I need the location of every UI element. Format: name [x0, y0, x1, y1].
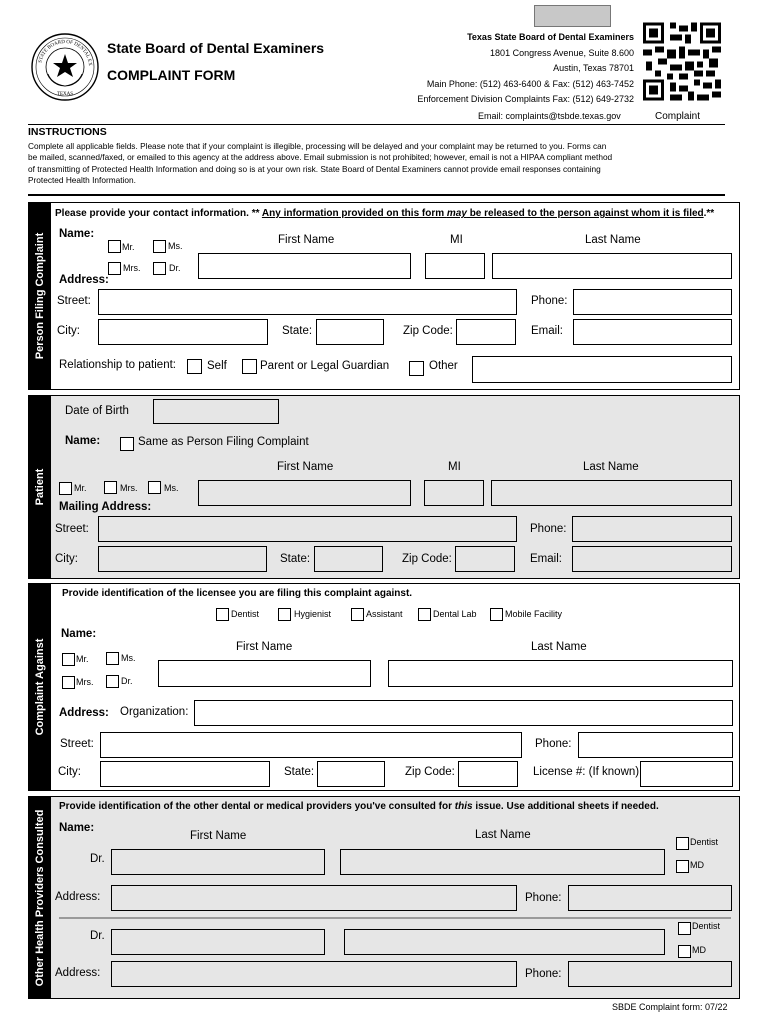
patient-ms-checkbox[interactable] — [148, 481, 161, 494]
tab-label: Other Health Providers Consulted — [34, 809, 46, 986]
patient-last-name-label: Last Name — [583, 461, 639, 473]
city-field[interactable] — [98, 319, 268, 345]
provider1-address-label: Address: — [55, 891, 101, 903]
tab-other-providers — [29, 797, 51, 998]
against-zip-field[interactable] — [458, 761, 518, 787]
against-city-field[interactable] — [100, 761, 270, 787]
type-mobile-facility-checkbox[interactable] — [490, 608, 503, 621]
same-as-checkbox[interactable] — [120, 437, 134, 451]
organization-field[interactable] — [194, 700, 733, 726]
provider2-phone-field[interactable] — [568, 961, 732, 987]
against-phone-label: Phone: — [535, 738, 572, 750]
dob-field[interactable] — [153, 399, 279, 424]
state-seal — [30, 32, 100, 102]
patient-mi-label: MI — [448, 461, 461, 473]
city-label: City: — [57, 325, 80, 337]
dentist-label: Dentist — [692, 921, 721, 931]
provider1-phone-label: Phone: — [525, 892, 562, 904]
patient-state-label: State: — [280, 553, 311, 565]
email-line[interactable]: Email: complaints@tsbde.texas.gov — [478, 111, 621, 121]
md-label: MD — [690, 860, 704, 870]
provider2-address-field[interactable] — [111, 961, 517, 987]
title-label: Mr. — [76, 654, 89, 664]
rel-guardian-checkbox[interactable] — [242, 359, 257, 374]
header-rule — [28, 124, 725, 125]
provider2-phone-label: Phone: — [525, 968, 562, 980]
tab-complaint-against — [29, 584, 51, 790]
patient-last-name-field[interactable] — [491, 480, 732, 506]
title-label: Mrs. — [76, 677, 94, 687]
type-assistant-checkbox[interactable] — [351, 608, 364, 621]
instructions-rule — [28, 194, 725, 196]
provider1-last-name-field[interactable] — [340, 849, 665, 875]
email-label: Email: — [531, 325, 563, 337]
patient-street-field[interactable] — [98, 516, 517, 542]
type-dentist-checkbox[interactable] — [216, 608, 229, 621]
patient-first-name-field[interactable] — [198, 480, 411, 506]
provider2-first-name-field[interactable] — [111, 929, 325, 955]
address-line: Austin, Texas 78701 — [553, 63, 634, 74]
title-label: Mrs. — [123, 263, 141, 273]
instructions-heading: INSTRUCTIONS — [28, 126, 107, 138]
type-label: Mobile Facility — [505, 609, 563, 619]
against-dr-checkbox[interactable] — [106, 675, 119, 688]
rel-self-checkbox[interactable] — [187, 359, 202, 374]
organization-label: Organization: — [120, 706, 189, 718]
title-label: Mrs. — [120, 483, 138, 493]
type-label: Assistant — [366, 609, 403, 619]
heading-this: this — [454, 801, 473, 812]
title-label: Mr. — [122, 242, 135, 252]
provider2-md-checkbox[interactable] — [678, 945, 691, 958]
title-dr-checkbox[interactable] — [153, 262, 166, 275]
provider1-phone-field[interactable] — [568, 885, 732, 911]
street-label: Street: — [57, 295, 91, 307]
patient-phone-field[interactable] — [572, 516, 732, 542]
patient-phone-label: Phone: — [530, 523, 567, 535]
seal-text-bottom: TEXAS — [56, 92, 74, 97]
instructions-text — [28, 141, 740, 186]
provider1-address-field[interactable] — [111, 885, 517, 911]
rel-other-field[interactable] — [472, 356, 732, 383]
title-label: Ms. — [164, 483, 179, 493]
dob-label: Date of Birth — [65, 405, 129, 417]
provider1-dentist-checkbox[interactable] — [676, 837, 689, 850]
title-mr-checkbox[interactable] — [108, 240, 121, 253]
instruction-line: of transmitting of Protected Health Information and doing so is at your own risk. State Board of Dental Examiners cannot provide email responses containing — [28, 163, 601, 174]
first-name-label: First Name — [278, 234, 335, 246]
mailing-label: Mailing Address: — [59, 501, 152, 513]
against-city-label: City: — [58, 766, 81, 778]
provider-divider — [59, 917, 731, 919]
state-label: State: — [282, 325, 313, 337]
against-heading: Provide identification of the licensee you are filing this complaint against. — [62, 588, 413, 599]
other-first-name-label: First Name — [190, 830, 247, 842]
patient-email-label: Email: — [530, 553, 562, 565]
rel-other-checkbox[interactable] — [409, 361, 424, 376]
title-ms-checkbox[interactable] — [153, 240, 166, 253]
tab-patient — [29, 396, 51, 578]
against-phone-field[interactable] — [578, 732, 733, 758]
against-address-label: Address: — [59, 707, 109, 719]
type-hygienist-checkbox[interactable] — [278, 608, 291, 621]
last-name-field[interactable] — [492, 253, 732, 279]
state-field[interactable] — [316, 319, 384, 345]
rel-other-label: Other — [429, 360, 458, 372]
other-heading — [59, 802, 659, 812]
title-label: Dr. — [169, 263, 181, 273]
relationship-label: Relationship to patient: — [59, 359, 176, 371]
against-street-field[interactable] — [100, 732, 522, 758]
address-line: Main Phone: (512) 463-6400 & Fax: (512) 463-7452 — [426, 78, 634, 89]
instruction-line: Protected Health Information. — [28, 174, 136, 185]
title-mrs-checkbox[interactable] — [108, 262, 121, 275]
patient-street-label: Street: — [55, 523, 89, 535]
form-title: COMPLAINT FORM — [107, 67, 236, 83]
email-field[interactable] — [573, 319, 732, 345]
instruction-line: Complete all applicable fields. Please note that if your complaint is illegible, processing will be delayed and your complaint may be returned to you. Forms can — [28, 141, 607, 151]
type-dental-lab-checkbox[interactable] — [418, 608, 431, 621]
tab-label: Person Filing Complaint — [34, 232, 46, 360]
against-zip-label: Zip Code: — [405, 766, 455, 778]
address-line: Enforcement Division Complaints Fax: (512) 649-2732 — [417, 94, 634, 105]
type-label: Dentist — [231, 609, 260, 619]
mi-label: MI — [450, 234, 463, 246]
against-mrs-checkbox[interactable] — [62, 676, 75, 689]
title-label: Ms. — [121, 653, 136, 663]
against-state-field[interactable] — [317, 761, 385, 787]
street-field[interactable] — [98, 289, 517, 315]
patient-city-label: City: — [55, 553, 78, 565]
tab-label: Complaint Against — [34, 638, 46, 736]
dr-label: Dr. — [90, 853, 105, 865]
tab-person-filing — [29, 203, 51, 389]
patient-state-field[interactable] — [314, 546, 383, 572]
seal-text-top: STATE BOARD OF DENTAL EX — [38, 39, 93, 67]
patient-city-field[interactable] — [98, 546, 267, 572]
against-last-name-label: Last Name — [531, 641, 587, 653]
rel-self-label: Self — [207, 360, 227, 372]
provider1-first-name-field[interactable] — [111, 849, 325, 875]
notice-may: may — [446, 208, 467, 219]
tab-label: Patient — [34, 468, 46, 506]
patient-first-name-label: First Name — [277, 461, 334, 473]
contact-notice — [55, 209, 714, 219]
against-state-label: State: — [284, 766, 315, 778]
other-name-label: Name: — [59, 822, 95, 834]
title-label: Ms. — [168, 241, 183, 251]
last-name-label: Last Name — [585, 234, 641, 246]
mi-field[interactable] — [425, 253, 485, 279]
zip-label: Zip Code: — [403, 325, 453, 337]
provider2-address-label: Address: — [55, 967, 101, 979]
address-label: Address: — [59, 274, 109, 286]
dr-label: Dr. — [90, 930, 105, 942]
license-label: License #: (If known) — [533, 766, 640, 778]
qr-caption: Complaint — [655, 111, 701, 122]
zip-field[interactable] — [456, 319, 516, 345]
license-field[interactable] — [640, 761, 733, 787]
against-first-name-label: First Name — [236, 641, 293, 653]
heading-part: issue. Use additional sheets if needed. — [472, 801, 659, 812]
md-label: MD — [692, 945, 706, 955]
phone-field[interactable] — [573, 289, 732, 315]
other-last-name-label: Last Name — [475, 829, 531, 841]
address-line: 1801 Congress Avenue, Suite 8.600 — [490, 47, 634, 58]
patient-name-label: Name: — [65, 435, 101, 447]
against-ms-checkbox[interactable] — [106, 652, 119, 665]
against-street-label: Street: — [60, 738, 94, 750]
footer-version: SBDE Complaint form: 07/22 — [612, 1002, 728, 1012]
patient-zip-label: Zip Code: — [402, 553, 452, 565]
patient-zip-field[interactable] — [455, 546, 515, 572]
qr-code[interactable] — [643, 22, 721, 104]
title-label: Dr. — [121, 676, 133, 686]
instruction-line: be mailed, scanned/faxed, or emailed to this agency at the address above. Email submission is not prohibited; however, email is not a HIPAA compliant method — [28, 152, 613, 163]
address-line: Texas State Board of Dental Examiners — [467, 32, 634, 42]
against-first-name-field[interactable] — [158, 660, 371, 687]
provider1-md-checkbox[interactable] — [676, 860, 689, 873]
notice-part: Any information provided on this form — [261, 208, 447, 219]
rel-guardian-label: Parent or Legal Guardian — [260, 360, 390, 372]
gray-header-box — [534, 5, 611, 27]
agency-address — [330, 30, 634, 108]
notice-part: be released to the person against whom it is filed — [466, 208, 704, 219]
title-label: Mr. — [74, 483, 87, 493]
notice-suffix: .** — [703, 208, 715, 219]
patient-mr-checkbox[interactable] — [59, 482, 72, 495]
patient-mi-field[interactable] — [424, 480, 484, 506]
type-label: Hygienist — [294, 609, 332, 619]
type-label: Dental Lab — [433, 609, 477, 619]
agency-name: State Board of Dental Examiners — [107, 40, 325, 56]
notice-prefix: Please provide your contact information. ** — [55, 208, 262, 219]
heading-part: Provide identification of the other dental or medical providers you've consulted for — [59, 801, 455, 812]
provider2-dentist-checkbox[interactable] — [678, 922, 691, 935]
patient-mrs-checkbox[interactable] — [104, 481, 117, 494]
against-last-name-field[interactable] — [388, 660, 733, 687]
phone-label: Phone: — [531, 295, 568, 307]
against-mr-checkbox[interactable] — [62, 653, 75, 666]
first-name-field[interactable] — [198, 253, 411, 279]
provider2-last-name-field[interactable] — [344, 929, 665, 955]
patient-email-field[interactable] — [572, 546, 732, 572]
dentist-label: Dentist — [690, 837, 719, 847]
same-as-label: Same as Person Filing Complaint — [138, 436, 309, 448]
name-label: Name: — [59, 228, 95, 240]
against-name-label: Name: — [61, 628, 97, 640]
